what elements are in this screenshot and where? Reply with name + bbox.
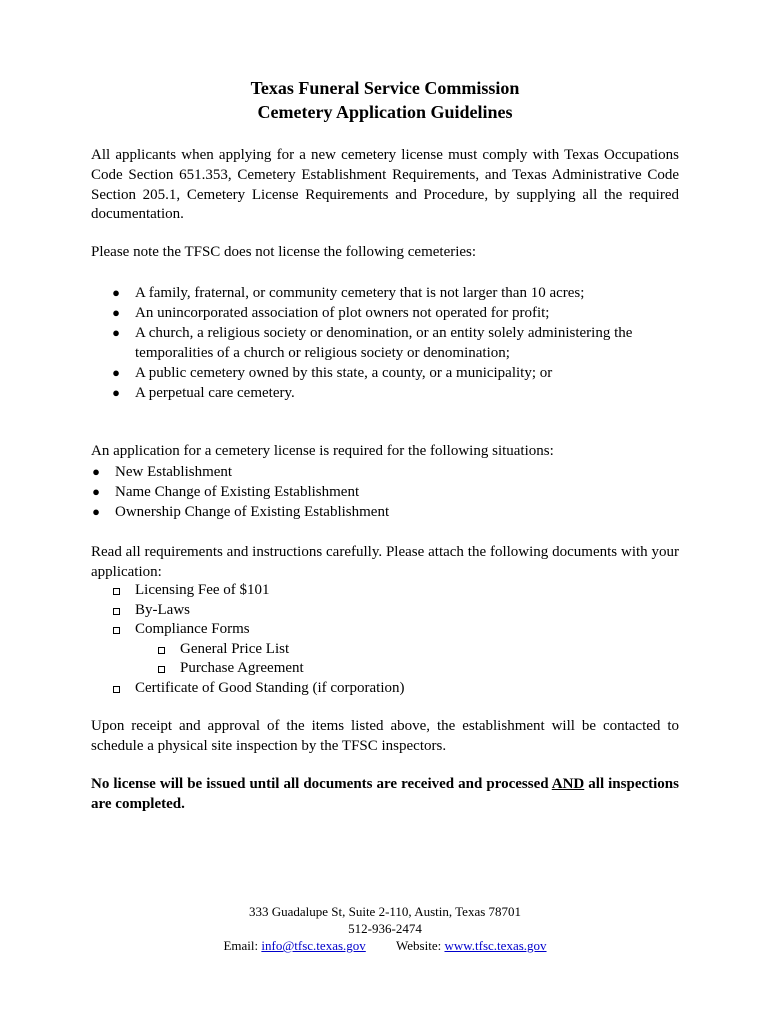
website-label: Website: [396,938,442,953]
notice-paragraph: No license will be issued until all documents are received and processed AND all inspections are completed. [91,776,679,812]
situations-list [91,462,679,522]
receipt-paragraph: Upon receipt and approval of the items listed above, the establishment will be contacted to schedule a physical site inspection by the TFSC inspectors. [91,718,679,754]
footer-phone: 512-936-2474 [348,921,422,936]
bullet-icon: ● [112,385,120,400]
intro-paragraph: All applicants when applying for a new cemetery license must comply with Texas Occupations Code Section 651.353, Cemetery Establishment Requirements, and Texas Administrative Code Section 205.1, Cemetery License Requirements and Procedure, by supplying all the required documentation. [91,147,679,223]
bullet-icon: ● [112,365,120,380]
list-item: ● Name Change of Existing Establishment [92,484,360,500]
checkbox-icon [113,608,120,615]
checkbox-icon [158,666,165,673]
checklist-subitem: General Price List [113,640,673,660]
documents-lead: Read all requirements and instructions carefully. Please attach the following documents with your application: [91,544,679,580]
bullet-icon: ● [112,285,120,300]
checklist-item: Certificate of Good Standing (if corporation) [113,679,673,699]
email-link[interactable]: info@tfsc.texas.gov [261,938,366,953]
website-link[interactable]: www.tfsc.texas.gov [444,938,547,953]
notice-emphasis: AND [551,776,585,792]
exemptions-lead: Please note the TFSC does not license the following cemeteries: [91,244,477,260]
bullet-icon: ● [112,325,120,340]
checklist-subitem: Purchase Agreement [113,659,673,679]
list-item: ● Ownership Change of Existing Establishment [92,504,390,520]
list-item: ● New Establishment [92,464,233,480]
checkbox-icon [113,627,120,634]
checklist-item: By-Laws [113,601,673,621]
list-item: ● A perpetual care cemetery. [112,385,295,401]
list-item: ● A public cemetery owned by this state, a county, or a municipality; or [112,365,553,381]
bullet-icon: ● [92,464,100,479]
checklist-item: Compliance Forms [113,620,673,640]
page-title: Texas Funeral Service Commission [250,78,520,98]
bullet-icon: ● [92,484,100,499]
list-item: ● A family, fraternal, or community cemetery that is not larger than 10 acres; [112,285,585,301]
footer-contact [0,937,770,954]
checkbox-icon [113,588,120,595]
bullet-icon: ● [92,504,100,519]
documents-checklist [113,581,673,698]
bullet-icon: ● [112,305,120,320]
list-item: ● A church, a religious society or denomination, or an entity solely administering the temporalities of a church or religious society or denomination; [112,325,633,361]
checkbox-icon [113,686,120,693]
email-label: Email: [223,938,259,953]
list-item: ● An unincorporated association of plot owners not operated for profit; [112,305,550,321]
checklist-item: Licensing Fee of $101 [113,581,673,601]
checkbox-icon [158,647,165,654]
footer-address: 333 Guadalupe St, Suite 2-110, Austin, Texas 78701 [248,904,522,919]
exemptions-list [111,283,681,403]
situations-lead: An application for a cemetery license is required for the following situations: [91,443,554,459]
page-subtitle: Cemetery Application Guidelines [257,102,513,122]
